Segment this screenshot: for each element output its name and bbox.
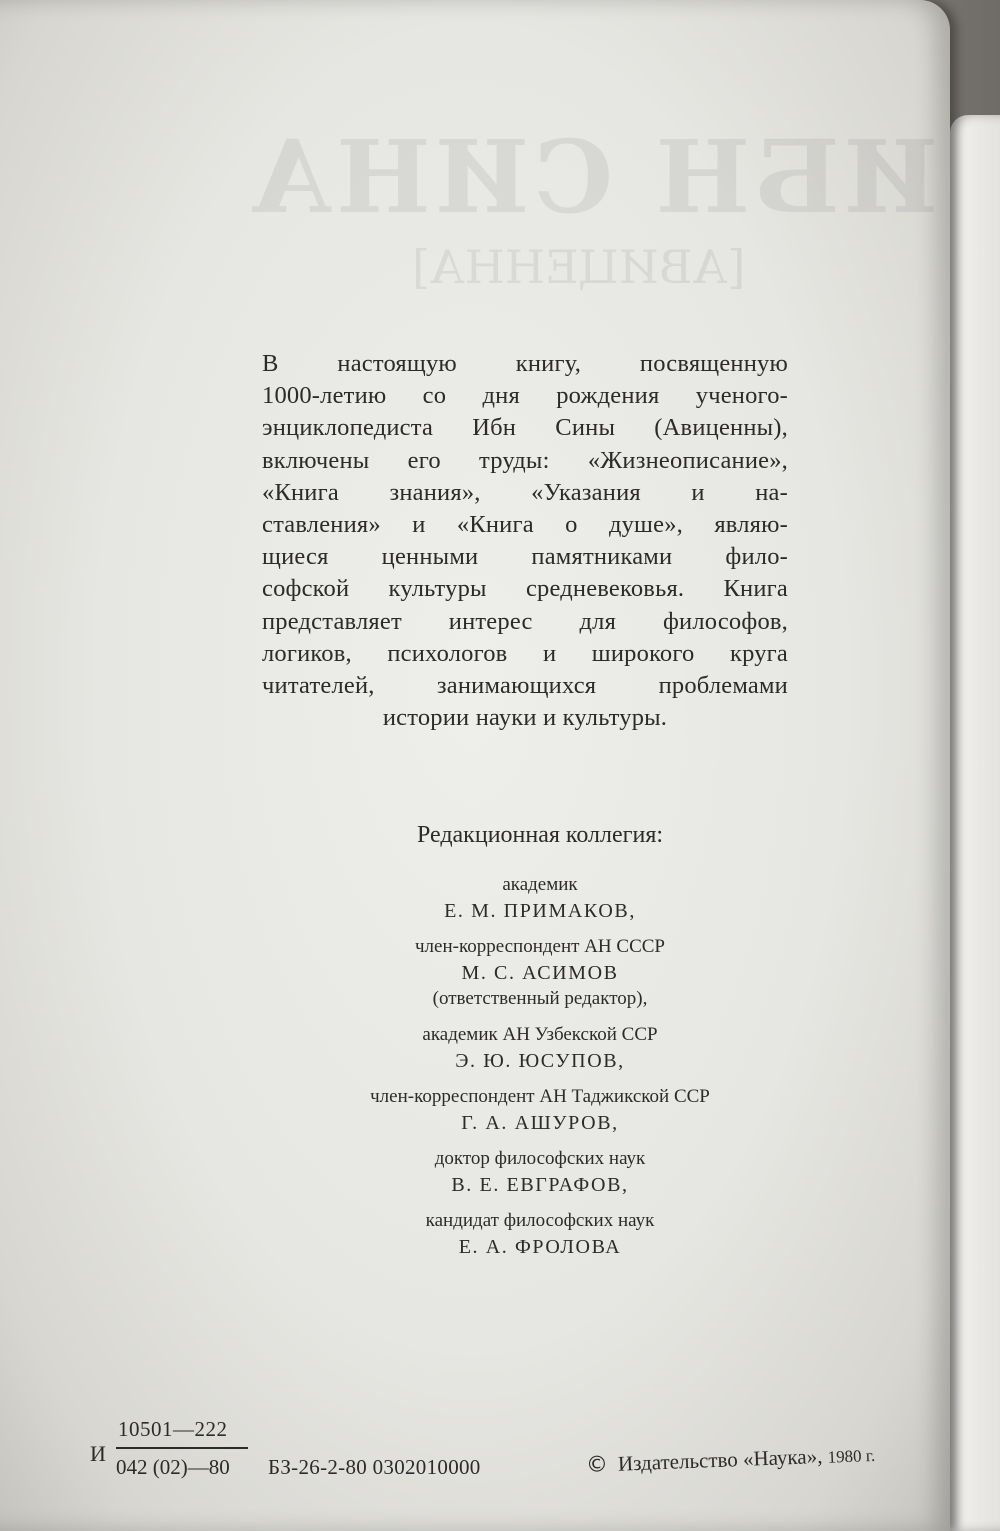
annotation-line: «Книга знания», «Указания и на-	[262, 478, 788, 506]
copyright-icon: ©	[585, 1452, 609, 1478]
board-member	[300, 1146, 780, 1198]
annotation-line: В настоящую книгу, посвященную	[262, 350, 788, 377]
member-role: кандидат философских наук	[425, 1210, 655, 1231]
member-role: академик	[502, 874, 578, 895]
member-role: член-корреспондент АН Таджикской ССР	[370, 1086, 710, 1107]
annotation-line: 1000-летию со дня рождения ученого-	[262, 382, 788, 410]
book-annotation	[262, 348, 788, 734]
show-through-title: ИБН СИНА	[247, 118, 939, 236]
member-name: Е. А. ФРОЛОВА	[458, 1236, 622, 1258]
member-role: доктор философских наук	[434, 1148, 646, 1169]
member-role: член-корреспондент АН СССР	[414, 936, 665, 957]
copyright-line	[586, 1442, 876, 1478]
editorial-board-title: Редакционная коллегия:	[416, 822, 664, 848]
member-name: Г. А. АШУРОВ,	[461, 1112, 619, 1134]
annotation-line: ставления» и «Книга о душе», являю-	[262, 511, 788, 539]
annotation-line: включены его труды: «Жизнеописание»,	[262, 446, 788, 474]
member-name: Е. М. ПРИМАКОВ,	[444, 900, 636, 922]
member-note: (ответственный редактор),	[432, 988, 648, 1009]
imprint-footer	[88, 1415, 988, 1495]
annotation-line: логиков, психологов и широкого круга	[262, 639, 788, 667]
annotation-line: щиеся ценными памятниками фило-	[262, 543, 788, 571]
annotation-line: софской культуры средневековья. Книга	[262, 575, 788, 603]
catalog-code: БЗ-26-2-80 0302010000	[268, 1455, 481, 1479]
index-numerator: 10501—222	[118, 1417, 228, 1441]
member-name: Э. Ю. ЮСУПОВ,	[455, 1050, 625, 1072]
index-denominator: 042 (02)—80	[116, 1455, 230, 1479]
board-member	[300, 1084, 780, 1136]
fraction-bar	[116, 1447, 248, 1449]
show-through-subtitle: [АВИЦЕННА]	[412, 240, 746, 294]
board-member	[300, 872, 780, 924]
publication-year: 1980 г.	[827, 1445, 876, 1467]
annotation-line: истории науки и культуры.	[382, 704, 668, 732]
member-role: академик АН Узбекской ССР	[422, 1024, 658, 1045]
next-page-edge	[950, 115, 1000, 1531]
annotation-line: энциклопедиста Ибн Сины (Авиценны),	[262, 414, 788, 442]
index-letter: И	[90, 1441, 106, 1466]
editorial-board-list	[300, 872, 780, 1270]
board-member	[300, 934, 780, 1012]
annotation-line: представляет интерес для философов,	[262, 607, 788, 635]
publisher-name: Издательство «Наука»,	[617, 1443, 823, 1476]
annotation-line: читателей, занимающихся проблемами	[262, 672, 788, 700]
board-member	[300, 1208, 780, 1260]
board-member	[300, 1022, 780, 1074]
member-name: М. С. АСИМОВ	[461, 962, 619, 984]
member-name: В. Е. ЕВГРАФОВ,	[451, 1174, 629, 1196]
